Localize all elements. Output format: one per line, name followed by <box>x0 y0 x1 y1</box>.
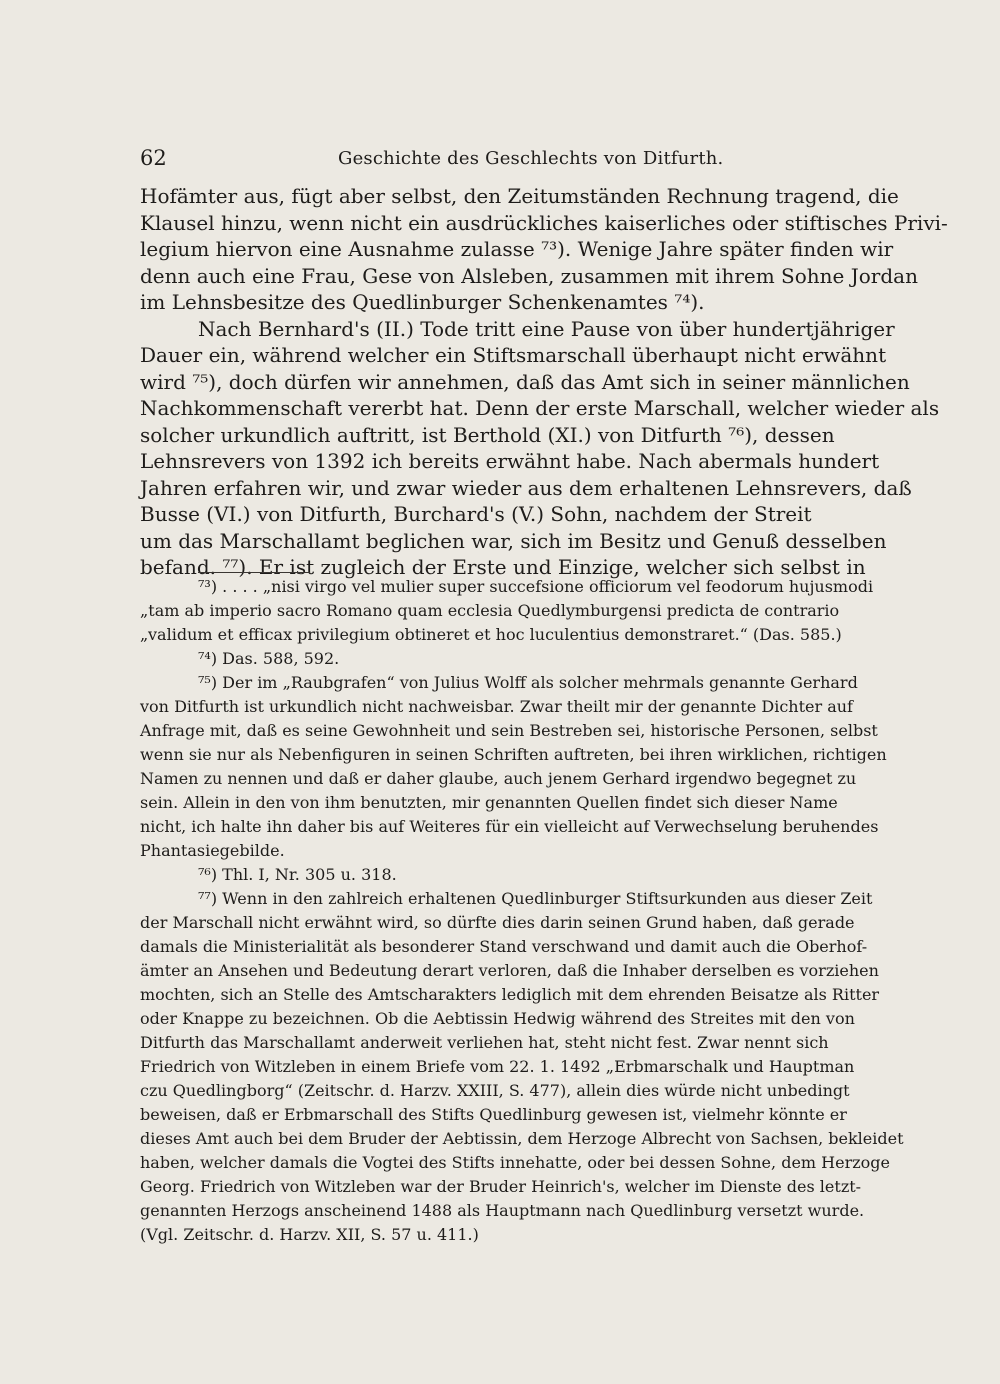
footnote-77-line: genannten Herzogs anscheinend 1488 als Hauptmann nach Quedlinburg versetzt wurde. <box>140 1201 865 1220</box>
text-line: Dauer ein, während welcher ein Stiftsmarschall überhaupt nicht erwähnt <box>140 343 887 367</box>
footnote-77-line: der Marschall nicht erwähnt wird, so dürfte dies darin seinen Grund haben, daß gerade <box>140 913 855 932</box>
footnote-77-line: haben, welcher damals die Vogtei des Stifts innehatte, oder bei dessen Sohne, dem Herzoge <box>140 1153 891 1172</box>
footnote-77-line: Friedrich von Witzleben in einem Briefe vom 22. 1. 1492 „Erbmarschalk und Hauptman <box>140 1057 855 1076</box>
footnote-divider <box>198 572 310 573</box>
text-line: Hofämter aus, fügt aber selbst, den Zeitumständen Rechnung tragend, die <box>140 184 899 208</box>
footnote-75-line: Namen zu nennen und daß er daher glaube, auch jenem Gerhard irgendwo begegnet zu <box>140 769 857 788</box>
footnote-77-line: Ditfurth das Marschallamt anderweit verliehen hat, steht nicht fest. Zwar nennt sich <box>140 1033 829 1052</box>
footnote-77-line: dieses Amt auch bei dem Bruder der Aebtissin, dem Herzoge Albrecht von Sachsen, bekleidet <box>140 1129 904 1148</box>
text-line: Lehnsrevers von 1392 ich bereits erwähnt habe. Nach abermals hundert <box>140 449 880 473</box>
page-header <box>140 146 864 176</box>
footnote-77-line: mochten, sich an Stelle des Amtscharakters lediglich mit dem ehrenden Beisatze als Ritter <box>140 985 880 1004</box>
footnotes <box>140 575 904 1247</box>
footnote-74-line: ⁷⁴) Das. 588, 592. <box>198 649 340 668</box>
footnote-73-line: „tam ab imperio sacro Romano quam ecclesia Quedlymburgensi predicta de contrario <box>140 601 840 620</box>
text-line: wird ⁷⁵), doch dürfen wir annehmen, daß das Amt sich in seiner männlichen <box>140 369 910 394</box>
footnote-73-line: „validum et efficax privilegium obtineret et hoc luculentius demonstraret.“ (Das. 585.) <box>140 625 842 644</box>
text-line: im Lehnsbesitze des Quedlinburger Schenkenamtes ⁷⁴). <box>140 290 705 314</box>
footnote-75-line: Anfrage mit, daß es seine Gewohnheit und sein Bestreben sei, historische Personen, selbst <box>140 721 878 740</box>
footnote-77-line: ⁷⁷) Wenn in den zahlreich erhaltenen Quedlinburger Stiftsurkunden aus dieser Zeit <box>198 889 873 908</box>
footnote-73-line: ⁷³) . . . . „nisi virgo vel mulier super succefsione officiorum vel feodorum hujusmodi <box>198 577 874 596</box>
text-line: Busse (VI.) von Ditfurth, Burchard's (V.) Sohn, nachdem der Streit <box>140 502 812 526</box>
page-number: 62 <box>140 146 167 170</box>
footnote-75-line: sein. Allein in den von ihm benutzten, mir genannten Quellen findet sich dieser Name <box>140 793 838 812</box>
footnote-77-line: oder Knappe zu bezeichnen. Ob die Aebtissin Hedwig während des Streites mit den von <box>140 1009 855 1028</box>
footnote-75-line: Phantasiegebilde. <box>140 841 285 860</box>
footnote-76-line: ⁷⁶) Thl. I, Nr. 305 u. 318. <box>198 865 397 884</box>
footnote-77-line: damals die Ministerialität als besonderer Stand verschwand und damit auch die Oberhof- <box>140 937 868 956</box>
text-line: Klausel hinzu, wenn nicht ein ausdrückliches kaiserliches oder stiftisches Privi- <box>140 210 948 235</box>
footnote-75-line: von Ditfurth ist urkundlich nicht nachweisbar. Zwar theilt mir der genannte Dichter auf <box>140 697 853 716</box>
footnote-75-line: wenn sie nur als Nebenfiguren in seinen Schriften auftreten, bei ihren wirklichen, richtigen <box>140 745 887 764</box>
running-title: Geschichte des Geschlechts von Ditfurth. <box>338 148 724 169</box>
main-text <box>140 183 948 581</box>
text-line: Jahren erfahren wir, und zwar wieder aus dem erhaltenen Lehnsrevers, daß <box>140 475 912 500</box>
footnote-75-line: ⁷⁵) Der im „Raubgrafen“ von Julius Wolff als solcher mehrmals genannte Gerhard <box>198 673 858 692</box>
footnote-75-line: nicht, ich halte ihn daher bis auf Weiteres für ein vielleicht auf Verwechselung beruhendes <box>140 817 879 836</box>
footnote-77-line: czu Quedlingborg“ (Zeitschr. d. Harzv. XXIII, S. 477), allein dies würde nicht unbedingt <box>140 1081 850 1100</box>
footnote-77-line: (Vgl. Zeitschr. d. Harzv. XII, S. 57 u. 411.) <box>140 1225 479 1244</box>
text-line: um das Marschallamt beglichen war, sich im Besitz und Genuß desselben <box>140 528 887 553</box>
text-line: Nach Bernhard's (II.) Tode tritt eine Pause von über hundertjähriger <box>198 316 895 341</box>
footnote-77-line: ämter an Ansehen und Bedeutung derart verloren, daß die Inhaber derselben es vorziehen <box>140 961 879 980</box>
text-line: Nachkommenschaft vererbt hat. Denn der erste Marschall, welcher wieder als <box>140 396 940 420</box>
footnote-77-line: beweisen, daß er Erbmarschall des Stifts Quedlinburg gewesen ist, vielmehr könnte er <box>140 1105 847 1124</box>
text-line: solcher urkundlich auftritt, ist Berthold (XI.) von Ditfurth ⁷⁶), dessen <box>140 422 835 447</box>
footnote-77-line: Georg. Friedrich von Witzleben war der Bruder Heinrich's, welcher im Dienste des letzt- <box>140 1177 862 1196</box>
text-line: befand. ⁷⁷). Er ist zugleich der Erste und Einzige, welcher sich selbst in <box>140 555 866 579</box>
text-line: denn auch eine Frau, Gese von Alsleben, zusammen mit ihrem Sohne Jordan <box>140 263 918 288</box>
text-line: legium hiervon eine Ausnahme zulasse ⁷³). Wenige Jahre später finden wir <box>140 237 894 261</box>
